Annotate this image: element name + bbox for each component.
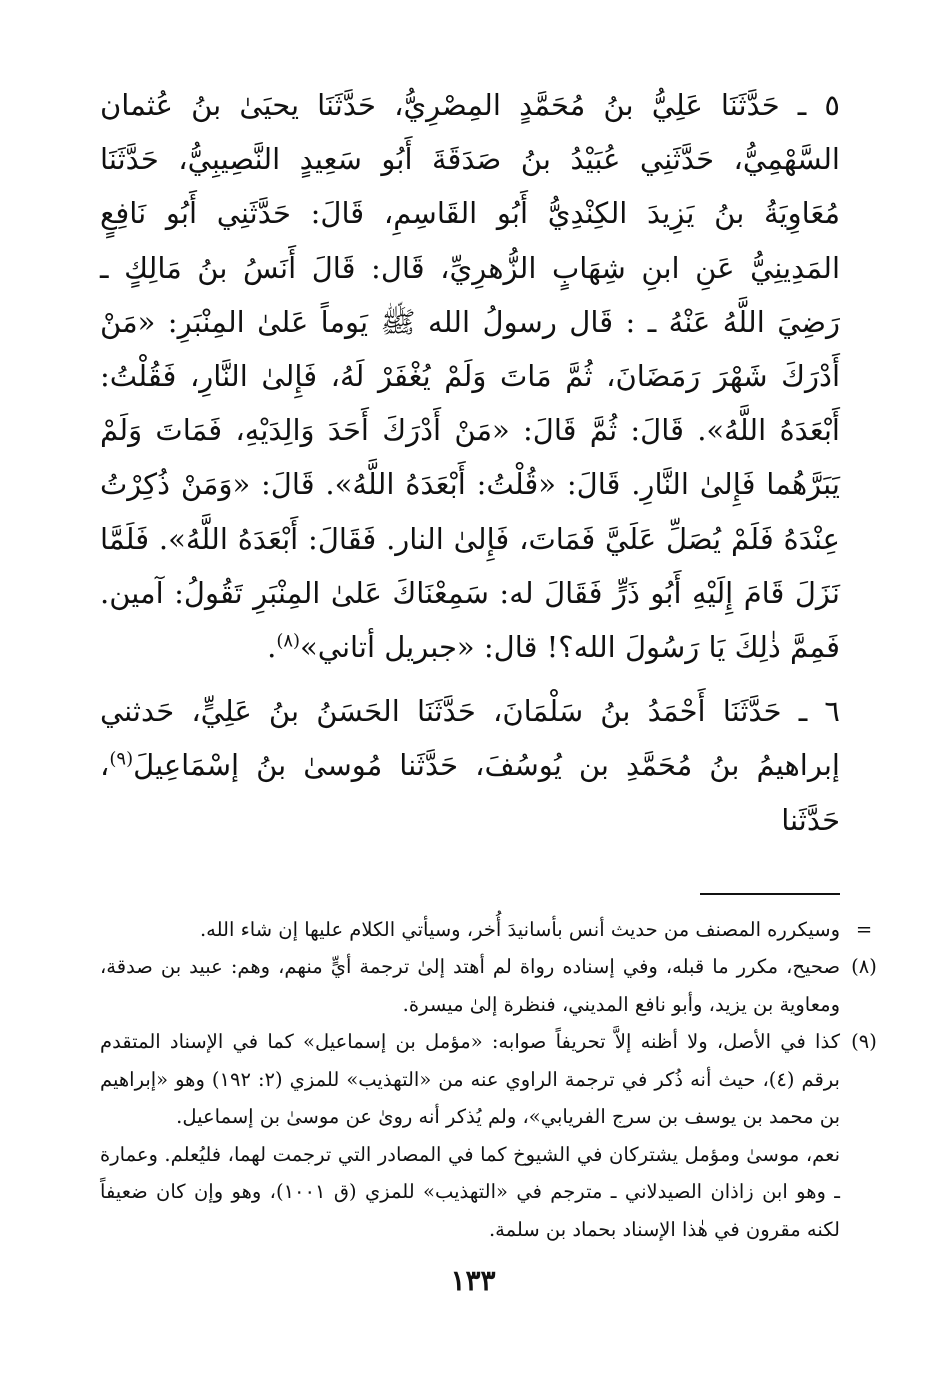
- footnote-9: [100, 1023, 877, 1136]
- footnote-9-number: (٩): [851, 1030, 877, 1054]
- paragraph-5-text: ٥ ـ حَدَّثَنَا عَلِيُّ بنُ مُحَمَّدٍ المِصْرِيُّ، حَدَّثَنَا يحيَىٰ بنُ عُثمان السَّهْمِيُّ، حَدَّثَنِي عُبَيْدُ بنُ صَدَقَةَ أَبُو سَعِيدٍ النَّصِيبِيُّ، حَدَّثَنَا مُعَاوِيَةُ بنُ يَزِيدَ الكِنْدِيُّ أَبُو القَاسِمِ، قَالَ: حَدَّثَنِي أَبُو نَافِعٍ المَدِينِيُّ عَنِ ابنِ شِهَابٍ الزُّهرِيِّ، قَال: قَالَ أَنَسُ بنُ مَالِكٍ ـ رَضِيَ اللَّهُ عَنْهُ ـ : قَال رسولُ الله ﷺ يَوماً عَلىٰ المِنْبَرِ: «مَنْ أَدْرَكَ شَهْرَ رَمَضَانَ، ثُمَّ مَاتَ وَلَمْ يُغْفَرْ لَهُ، فَإِلىٰ النَّارِ، فَقُلْتُ: أَبْعَدَهُ اللَّهُ». قَالَ: ثُمَّ قَالَ: «مَنْ أَدْرَكَ أَحَدَ وَالِدَيْهِ، فَمَاتَ وَلَمْ يَبَرَّهُما فَإِلىٰ النَّارِ. قَالَ: «قُلْتُ: أَبْعَدَهُ اللَّهُ». قَالَ: «وَمَنْ ذُكِرْتُ عِنْدَهُ فَلَمْ يُصَلِّ عَلَيَّ فَمَاتَ، فَإِلىٰ النار. فَقَالَ: أَبْعَدَهُ اللَّهُ». فَلَمَّا نَزَلَ قَامَ إِلَيْهِ أَبُو ذَرٍّ فَقَالَ له: سَمِعْنَاكَ عَلىٰ المِنْبَرِ تَقُولُ: آمين. فَمِمَّ ذٰلِكَ يَا رَسُولَ الله؟! قال: «جبريل أتاني»: [100, 88, 840, 665]
- footnote-9-text: كذا في الأصل، ولا أظنه إلاَّ تحريفاً صوابه: «مؤمل بن إسماعيل» كما في الإسناد المتقدم برقم (٤)، حيث أنه ذُكر في ترجمة الراوي عنه من «التهذيب» للمزي (٢: ١٩٢) وهو «إبراهيم بن محمد بن يوسف بن سرج الفريابي»، ولم يُذكر أنه روىٰ عن موسىٰ بن إسماعيل.: [100, 1030, 840, 1129]
- paragraph-5: [100, 78, 840, 674]
- footnotes: [100, 911, 877, 1249]
- paragraph-5-end: .: [267, 630, 277, 665]
- footnote-ref-8: (٨): [276, 630, 301, 652]
- footnote-8-number: (٨): [851, 955, 877, 979]
- footnote-9-text-2: نعم، موسىٰ ومؤمل يشتركان في الشيوخ كما في المصادر التي ترجمت لهما، فليُعلم. وعمارة ـ وهو ابن زاذان الصيدلاني ـ مترجم في «التهذيب» للمزي (ق ١٠٠١)، وهو وإن كان ضعيفاً لكنه مقرون في هٰذا الإسناد بحماد بن سلمة.: [100, 1142, 841, 1241]
- footnote-8: [100, 948, 877, 1023]
- paragraph-6-end: ، حَدَّثَنا: [100, 748, 840, 837]
- footnote-9-continued: [100, 1136, 840, 1249]
- footnote-ref-9: (٩): [109, 748, 134, 770]
- paragraph-6-text: ٦ ـ حَدَّثَنَا أَحْمَدُ بنُ سَلْمَانَ، حَدَّثَنَا الحَسَنُ بنُ عَلِيٍّ، حَدثني إبراهيمُ بنُ مُحَمَّدِ بن يُوسُفَ، حَدَّثَنا مُوسىٰ بنُ إسْمَاعِيلَ: [100, 694, 840, 783]
- paragraph-6: [100, 684, 840, 847]
- main-text: [100, 78, 840, 847]
- continuation-marker: =: [855, 917, 873, 941]
- footnote-8-text: صحيح، مكرر ما قبله، وفي إسناده رواة لم أهتد إلىٰ ترجمة أيٍّ منهم، وهم: عبيد بن صدقة، ومعاوية بن يزيد، وأبو نافع المديني، فنظرة إلىٰ ميسرة.: [100, 955, 840, 1016]
- page-number: ١٣٣: [450, 1264, 496, 1297]
- footnote-separator: [700, 893, 840, 895]
- continuation-text: وسيكرره المصنف من حديث أنس بأسانيدَ أُخر، وسيأتي الكلام عليها إن شاء الله.: [199, 917, 840, 941]
- footnote-continuation: [100, 911, 873, 949]
